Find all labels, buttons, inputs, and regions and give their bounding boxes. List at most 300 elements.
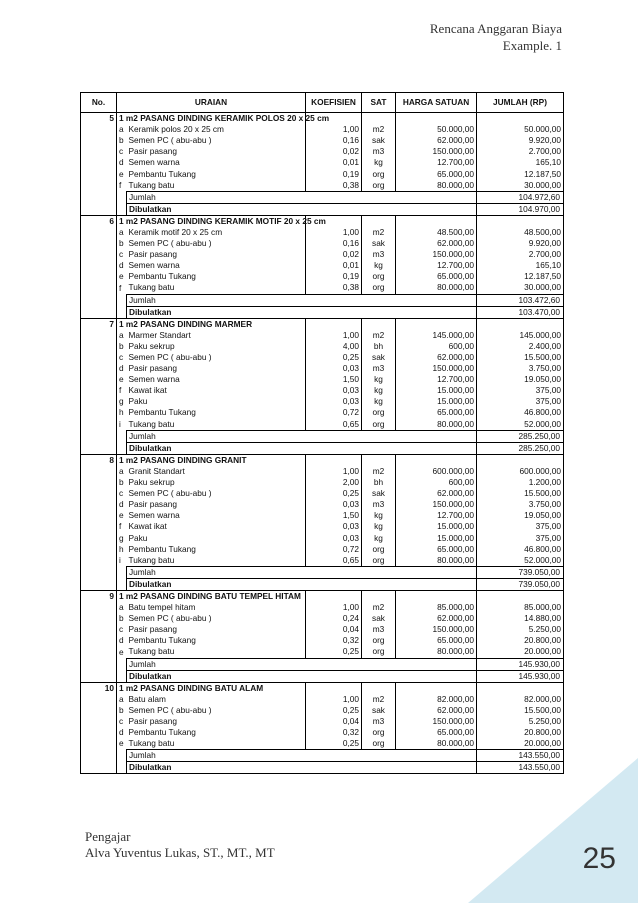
item-description: Pembantu Tukang xyxy=(127,727,306,738)
item-unit: m3 xyxy=(362,146,396,157)
item-description: Tukang batu xyxy=(127,555,306,567)
item-letter: d xyxy=(117,260,127,271)
empty-cell xyxy=(81,341,117,352)
empty-cell xyxy=(117,762,127,774)
item-coefficient: 0,38 xyxy=(306,180,362,192)
item-amount: 15.500,00 xyxy=(477,488,564,499)
item-unit: m2 xyxy=(362,124,396,135)
item-description: Pembantu Tukang xyxy=(127,407,306,418)
subtotal-row xyxy=(81,430,564,442)
item-coefficient: 1,00 xyxy=(306,466,362,477)
item-unit-price: 65.000,00 xyxy=(396,635,477,646)
table-row xyxy=(81,419,564,431)
empty-cell xyxy=(81,227,117,238)
rounded-total-label: Dibulatkan xyxy=(127,670,477,682)
item-letter: e xyxy=(117,374,127,385)
corner-decoration xyxy=(468,758,638,903)
item-amount: 20.000,00 xyxy=(477,646,564,658)
item-unit: m2 xyxy=(362,694,396,705)
table-row xyxy=(81,727,564,738)
item-amount: 9.920,00 xyxy=(477,135,564,146)
item-letter: a xyxy=(117,694,127,705)
item-amount: 3.750,00 xyxy=(477,363,564,374)
item-coefficient: 0,03 xyxy=(306,396,362,407)
item-description: Paku xyxy=(127,396,306,407)
item-amount: 145.000,00 xyxy=(477,330,564,341)
item-unit-price: 62.000,00 xyxy=(396,352,477,363)
item-unit: m2 xyxy=(362,466,396,477)
table-row xyxy=(81,555,564,567)
subtotal-row xyxy=(81,566,564,578)
empty-cell xyxy=(81,750,117,762)
col-header-uraian: URAIAN xyxy=(117,93,306,113)
empty-cell xyxy=(81,477,117,488)
item-amount: 15.500,00 xyxy=(477,352,564,363)
item-unit: sak xyxy=(362,135,396,146)
empty-cell xyxy=(81,191,117,203)
item-amount: 12.187,50 xyxy=(477,168,564,179)
table-row xyxy=(81,705,564,716)
rounded-total-value: 285.250,00 xyxy=(477,442,564,454)
item-coefficient: 0,25 xyxy=(306,646,362,658)
empty-cell xyxy=(81,613,117,624)
item-amount: 20.800,00 xyxy=(477,727,564,738)
item-description: Keramik motif 20 x 25 cm xyxy=(127,227,306,238)
item-description: Keramik polos 20 x 25 cm xyxy=(127,124,306,135)
item-unit: m3 xyxy=(362,363,396,374)
subtotal-value: 143.550,00 xyxy=(477,750,564,762)
rounded-total-row xyxy=(81,306,564,318)
item-description: Semen warna xyxy=(127,374,306,385)
empty-cell xyxy=(362,682,396,694)
item-unit-price: 12.700,00 xyxy=(396,374,477,385)
empty-cell xyxy=(81,124,117,135)
item-unit: sak xyxy=(362,613,396,624)
section-title-row xyxy=(81,454,564,466)
empty-cell xyxy=(81,430,117,442)
item-amount: 52.000,00 xyxy=(477,419,564,431)
empty-cell xyxy=(81,510,117,521)
item-amount: 165,10 xyxy=(477,260,564,271)
item-amount: 2.700,00 xyxy=(477,146,564,157)
section-title: 1 m2 PASANG DINDING GRANIT xyxy=(117,454,306,466)
item-unit-price: 12.700,00 xyxy=(396,260,477,271)
item-amount: 165,10 xyxy=(477,157,564,168)
subtotal-label: Jumlah xyxy=(127,191,477,203)
item-unit-price: 62.000,00 xyxy=(396,613,477,624)
rounded-total-label: Dibulatkan xyxy=(127,442,477,454)
item-coefficient: 0,65 xyxy=(306,419,362,431)
item-coefficient: 0,02 xyxy=(306,249,362,260)
table-row xyxy=(81,477,564,488)
item-description: Pembantu Tukang xyxy=(127,635,306,646)
item-amount: 50.000,00 xyxy=(477,124,564,135)
item-unit-price: 12.700,00 xyxy=(396,157,477,168)
item-letter: b xyxy=(117,705,127,716)
table-row xyxy=(81,157,564,168)
rounded-total-row xyxy=(81,442,564,454)
item-unit: kg xyxy=(362,157,396,168)
footer-name: Alva Yuventus Lukas, ST., MT., MT xyxy=(85,845,275,860)
item-unit-price: 80.000,00 xyxy=(396,282,477,294)
item-amount: 9.920,00 xyxy=(477,238,564,249)
empty-cell xyxy=(306,318,362,330)
empty-cell xyxy=(362,318,396,330)
item-description: Semen PC ( abu-abu ) xyxy=(127,705,306,716)
table-row xyxy=(81,716,564,727)
item-description: Batu tempel hitam xyxy=(127,602,306,613)
empty-cell xyxy=(306,590,362,602)
empty-cell xyxy=(396,113,477,125)
empty-cell xyxy=(81,271,117,282)
item-letter: d xyxy=(117,363,127,374)
empty-cell xyxy=(477,682,564,694)
item-unit-price: 150.000,00 xyxy=(396,624,477,635)
rounded-total-value: 739.050,00 xyxy=(477,578,564,590)
item-amount: 12.187,50 xyxy=(477,271,564,282)
empty-cell xyxy=(81,385,117,396)
empty-cell xyxy=(362,215,396,227)
item-coefficient: 0,03 xyxy=(306,499,362,510)
empty-cell xyxy=(81,521,117,532)
empty-cell xyxy=(117,578,127,590)
empty-cell xyxy=(81,407,117,418)
table-row xyxy=(81,738,564,750)
item-unit: org xyxy=(362,180,396,192)
table-row xyxy=(81,260,564,271)
table-row xyxy=(81,135,564,146)
item-coefficient: 2,00 xyxy=(306,477,362,488)
item-description: Pasir pasang xyxy=(127,499,306,510)
section-title: 1 m2 PASANG DINDING KERAMIK MOTIF 20 x 25 cm xyxy=(117,215,306,227)
item-amount: 20.800,00 xyxy=(477,635,564,646)
item-unit-price: 65.000,00 xyxy=(396,407,477,418)
item-letter: a xyxy=(117,466,127,477)
subtotal-label: Jumlah xyxy=(127,294,477,306)
item-amount: 5.250,00 xyxy=(477,716,564,727)
empty-cell xyxy=(81,249,117,260)
item-coefficient: 4,00 xyxy=(306,341,362,352)
item-description: Pasir pasang xyxy=(127,716,306,727)
item-unit: m2 xyxy=(362,227,396,238)
empty-cell xyxy=(477,454,564,466)
section-number: 9 xyxy=(81,590,117,602)
item-letter: c xyxy=(117,624,127,635)
item-coefficient: 0,19 xyxy=(306,271,362,282)
empty-cell xyxy=(81,203,117,215)
item-amount: 20.000,00 xyxy=(477,738,564,750)
col-header-no: No. xyxy=(81,93,117,113)
item-unit-price: 15.000,00 xyxy=(396,532,477,543)
item-coefficient: 1,00 xyxy=(306,124,362,135)
table-row xyxy=(81,363,564,374)
item-description: Pasir pasang xyxy=(127,363,306,374)
item-coefficient: 0,03 xyxy=(306,521,362,532)
table-row xyxy=(81,124,564,135)
item-coefficient: 0,01 xyxy=(306,260,362,271)
item-amount: 19.050,00 xyxy=(477,510,564,521)
empty-cell xyxy=(81,716,117,727)
header-subtitle: Example. 1 xyxy=(502,38,562,53)
item-unit-price: 65.000,00 xyxy=(396,168,477,179)
item-amount: 46.800,00 xyxy=(477,544,564,555)
item-unit: org xyxy=(362,282,396,294)
empty-cell xyxy=(81,157,117,168)
item-letter: a xyxy=(117,602,127,613)
item-unit-price: 150.000,00 xyxy=(396,499,477,510)
table-row xyxy=(81,407,564,418)
section-title: 1 m2 PASANG DINDING BATU TEMPEL HITAM xyxy=(117,590,306,602)
empty-cell xyxy=(81,238,117,249)
item-coefficient: 1,50 xyxy=(306,510,362,521)
rounded-total-label: Dibulatkan xyxy=(127,762,477,774)
item-coefficient: 0,24 xyxy=(306,613,362,624)
item-unit-price: 50.000,00 xyxy=(396,124,477,135)
item-amount: 1.200,00 xyxy=(477,477,564,488)
item-letter: e xyxy=(117,738,127,750)
subtotal-value: 145.930,00 xyxy=(477,658,564,670)
item-unit: kg xyxy=(362,510,396,521)
item-unit: sak xyxy=(362,705,396,716)
section-title-row xyxy=(81,590,564,602)
item-coefficient: 1,00 xyxy=(306,330,362,341)
item-unit: kg xyxy=(362,521,396,532)
subtotal-value: 104.972,60 xyxy=(477,191,564,203)
empty-cell xyxy=(396,215,477,227)
empty-cell xyxy=(81,180,117,192)
item-letter: a xyxy=(117,330,127,341)
item-letter: h xyxy=(117,544,127,555)
item-coefficient: 0,72 xyxy=(306,544,362,555)
item-description: Semen warna xyxy=(127,157,306,168)
item-unit: kg xyxy=(362,532,396,543)
empty-cell xyxy=(81,566,117,578)
item-coefficient: 0,02 xyxy=(306,146,362,157)
item-letter: e xyxy=(117,646,127,658)
item-unit-price: 85.000,00 xyxy=(396,602,477,613)
item-description: Pembantu Tukang xyxy=(127,271,306,282)
item-letter: b xyxy=(117,238,127,249)
item-letter: c xyxy=(117,146,127,157)
section-number: 5 xyxy=(81,113,117,125)
empty-cell xyxy=(81,135,117,146)
empty-cell xyxy=(117,566,127,578)
item-unit-price: 82.000,00 xyxy=(396,694,477,705)
item-coefficient: 0,03 xyxy=(306,532,362,543)
item-unit-price: 80.000,00 xyxy=(396,419,477,431)
item-letter: c xyxy=(117,488,127,499)
table-row xyxy=(81,499,564,510)
item-unit-price: 80.000,00 xyxy=(396,555,477,567)
item-coefficient: 0,16 xyxy=(306,135,362,146)
item-description: Kawat ikat xyxy=(127,385,306,396)
empty-cell xyxy=(81,374,117,385)
item-letter: b xyxy=(117,613,127,624)
item-letter: e xyxy=(117,168,127,179)
item-letter: d xyxy=(117,157,127,168)
table-row xyxy=(81,271,564,282)
section-title-row xyxy=(81,318,564,330)
item-amount: 82.000,00 xyxy=(477,694,564,705)
item-letter: f xyxy=(117,521,127,532)
table-row xyxy=(81,249,564,260)
table-row xyxy=(81,168,564,179)
item-amount: 19.050,00 xyxy=(477,374,564,385)
empty-cell xyxy=(117,670,127,682)
item-coefficient: 0,72 xyxy=(306,407,362,418)
item-unit-price: 150.000,00 xyxy=(396,716,477,727)
item-coefficient: 0,65 xyxy=(306,555,362,567)
item-unit: org xyxy=(362,635,396,646)
table-row xyxy=(81,238,564,249)
table-row xyxy=(81,613,564,624)
item-unit: bh xyxy=(362,477,396,488)
item-letter: f xyxy=(117,180,127,192)
empty-cell xyxy=(396,590,477,602)
empty-cell xyxy=(81,646,117,658)
table-row xyxy=(81,352,564,363)
item-unit-price: 48.500,00 xyxy=(396,227,477,238)
item-unit-price: 62.000,00 xyxy=(396,705,477,716)
empty-cell xyxy=(81,578,117,590)
empty-cell xyxy=(81,488,117,499)
section-number: 6 xyxy=(81,215,117,227)
item-letter: c xyxy=(117,352,127,363)
table-row xyxy=(81,510,564,521)
item-letter: i xyxy=(117,419,127,431)
item-letter: e xyxy=(117,510,127,521)
empty-cell xyxy=(81,499,117,510)
empty-cell xyxy=(477,113,564,125)
rounded-total-row xyxy=(81,670,564,682)
col-header-sat: SAT xyxy=(362,93,396,113)
rounded-total-value: 103.470,00 xyxy=(477,306,564,318)
item-amount: 375,00 xyxy=(477,385,564,396)
table-row xyxy=(81,385,564,396)
subtotal-value: 285.250,00 xyxy=(477,430,564,442)
item-unit-price: 150.000,00 xyxy=(396,146,477,157)
item-letter: g xyxy=(117,396,127,407)
item-description: Batu alam xyxy=(127,694,306,705)
table-header-row xyxy=(81,93,564,113)
subtotal-row xyxy=(81,191,564,203)
empty-cell xyxy=(396,682,477,694)
rounded-total-row xyxy=(81,203,564,215)
item-letter: a xyxy=(117,124,127,135)
table-row xyxy=(81,635,564,646)
item-amount: 2.400,00 xyxy=(477,341,564,352)
table-row xyxy=(81,488,564,499)
section-number: 7 xyxy=(81,318,117,330)
item-letter: d xyxy=(117,499,127,510)
subtotal-label: Jumlah xyxy=(127,430,477,442)
item-coefficient: 0,32 xyxy=(306,635,362,646)
item-coefficient: 0,04 xyxy=(306,624,362,635)
item-amount: 600.000,00 xyxy=(477,466,564,477)
empty-cell xyxy=(81,738,117,750)
rounded-total-value: 143.550,00 xyxy=(477,762,564,774)
empty-cell xyxy=(362,454,396,466)
subtotal-value: 739.050,00 xyxy=(477,566,564,578)
empty-cell xyxy=(81,635,117,646)
item-description: Kawat ikat xyxy=(127,521,306,532)
item-unit-price: 600.000,00 xyxy=(396,466,477,477)
col-header-koefisien: KOEFISIEN xyxy=(306,93,362,113)
empty-cell xyxy=(306,454,362,466)
item-amount: 2.700,00 xyxy=(477,249,564,260)
rounded-total-value: 104.970,00 xyxy=(477,203,564,215)
empty-cell xyxy=(362,590,396,602)
item-description: Tukang batu xyxy=(127,738,306,750)
item-description: Semen PC ( abu-abu ) xyxy=(127,135,306,146)
col-header-jumlah: JUMLAH (RP) xyxy=(477,93,564,113)
table-row xyxy=(81,227,564,238)
item-unit: bh xyxy=(362,341,396,352)
empty-cell xyxy=(81,442,117,454)
item-unit: org xyxy=(362,555,396,567)
rounded-total-row xyxy=(81,578,564,590)
empty-cell xyxy=(81,602,117,613)
item-letter: f xyxy=(117,282,127,294)
empty-cell xyxy=(81,363,117,374)
empty-cell xyxy=(117,750,127,762)
item-coefficient: 0,01 xyxy=(306,157,362,168)
item-unit: sak xyxy=(362,352,396,363)
item-coefficient: 0,19 xyxy=(306,168,362,179)
empty-cell xyxy=(81,555,117,567)
item-coefficient: 0,32 xyxy=(306,727,362,738)
item-description: Semen warna xyxy=(127,260,306,271)
item-unit: m3 xyxy=(362,249,396,260)
table-row xyxy=(81,544,564,555)
item-description: Pasir pasang xyxy=(127,249,306,260)
item-unit: sak xyxy=(362,488,396,499)
item-description: Tukang batu xyxy=(127,419,306,431)
empty-cell xyxy=(306,682,362,694)
item-description: Paku xyxy=(127,532,306,543)
empty-cell xyxy=(81,396,117,407)
item-description: Pembantu Tukang xyxy=(127,544,306,555)
item-coefficient: 0,25 xyxy=(306,705,362,716)
empty-cell xyxy=(81,658,117,670)
empty-cell xyxy=(477,318,564,330)
item-amount: 375,00 xyxy=(477,521,564,532)
table-row xyxy=(81,521,564,532)
item-amount: 5.250,00 xyxy=(477,624,564,635)
empty-cell xyxy=(81,694,117,705)
rounded-total-label: Dibulatkan xyxy=(127,306,477,318)
item-unit-price: 600,00 xyxy=(396,341,477,352)
item-coefficient: 0,16 xyxy=(306,238,362,249)
item-description: Marmer Standart xyxy=(127,330,306,341)
table-row xyxy=(81,694,564,705)
item-description: Semen PC ( abu-abu ) xyxy=(127,613,306,624)
empty-cell xyxy=(81,466,117,477)
item-unit-price: 150.000,00 xyxy=(396,249,477,260)
table-row xyxy=(81,374,564,385)
item-description: Pasir pasang xyxy=(127,146,306,157)
item-letter: c xyxy=(117,716,127,727)
subtotal-label: Jumlah xyxy=(127,566,477,578)
item-unit: org xyxy=(362,407,396,418)
item-unit: org xyxy=(362,271,396,282)
empty-cell xyxy=(81,705,117,716)
empty-cell xyxy=(81,762,117,774)
item-coefficient: 1,50 xyxy=(306,374,362,385)
item-letter: b xyxy=(117,341,127,352)
item-coefficient: 0,25 xyxy=(306,488,362,499)
section-title: 1 m2 PASANG DINDING BATU ALAM xyxy=(117,682,306,694)
